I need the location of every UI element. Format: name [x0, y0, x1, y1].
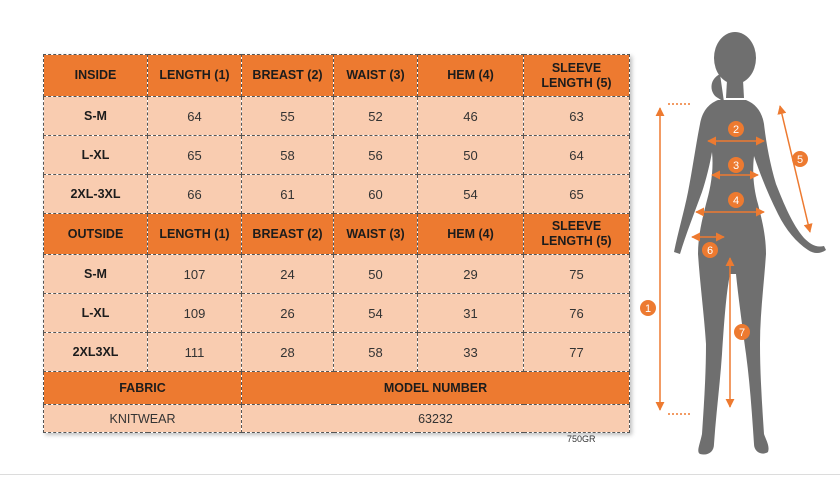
- length-cell: 64: [148, 97, 242, 136]
- fabric-value: KNITWEAR: [44, 405, 242, 433]
- sleeve-cell: 64: [524, 136, 630, 175]
- marker-1: 1: [644, 303, 652, 315]
- sleeve-cell: 75: [524, 255, 630, 294]
- footer-header-row: [44, 372, 630, 405]
- waist-cell: 52: [334, 97, 418, 136]
- table-row: [44, 255, 630, 294]
- size-cell: L-XL: [44, 294, 148, 333]
- outside-header-row: [44, 214, 630, 255]
- body-silhouette: [674, 32, 826, 455]
- divider: [0, 474, 840, 475]
- marker-3: 3: [732, 160, 740, 172]
- length-cell: 109: [148, 294, 242, 333]
- marker-4: 4: [732, 195, 740, 207]
- fabric-header: FABRIC: [44, 372, 242, 405]
- inside-header-row: [44, 55, 630, 97]
- table-row: [44, 175, 630, 214]
- inside-label: INSIDE: [44, 55, 148, 97]
- sleeve-cell: 76: [524, 294, 630, 333]
- sleeve-cell: 65: [524, 175, 630, 214]
- waist-cell: 60: [334, 175, 418, 214]
- size-cell: S-M: [44, 255, 148, 294]
- hem-cell: 31: [418, 294, 524, 333]
- size-chart-table: [43, 54, 630, 433]
- hem-header: HEM (4): [418, 55, 524, 97]
- hem-cell: 50: [418, 136, 524, 175]
- length-header: LENGTH (1): [148, 214, 242, 255]
- breast-cell: 58: [242, 136, 334, 175]
- breast-cell: 61: [242, 175, 334, 214]
- length-cell: 111: [148, 333, 242, 372]
- waist-header: WAIST (3): [334, 55, 418, 97]
- sleeve-header-line2: LENGTH (5): [541, 234, 612, 248]
- outside-label: OUTSIDE: [44, 214, 148, 255]
- length-cell: 65: [148, 136, 242, 175]
- length-cell: 66: [148, 175, 242, 214]
- length-header: LENGTH (1): [148, 55, 242, 97]
- waist-header: WAIST (3): [334, 214, 418, 255]
- product-code: 750GR: [567, 434, 596, 444]
- hem-cell: 46: [418, 97, 524, 136]
- breast-cell: 55: [242, 97, 334, 136]
- size-cell: 2XL3XL: [44, 333, 148, 372]
- waist-cell: 50: [334, 255, 418, 294]
- waist-cell: 56: [334, 136, 418, 175]
- sleeve-length-header: [524, 214, 630, 255]
- length-cell: 107: [148, 255, 242, 294]
- waist-cell: 58: [334, 333, 418, 372]
- marker-5: 5: [796, 154, 804, 166]
- hem-cell: 29: [418, 255, 524, 294]
- breast-header: BREAST (2): [242, 55, 334, 97]
- breast-cell: 28: [242, 333, 334, 372]
- table-row: [44, 294, 630, 333]
- hem-cell: 54: [418, 175, 524, 214]
- table-row: [44, 97, 630, 136]
- model-number-header: MODEL NUMBER: [242, 372, 630, 405]
- size-cell: S-M: [44, 97, 148, 136]
- hem-cell: 33: [418, 333, 524, 372]
- breast-cell: 26: [242, 294, 334, 333]
- sleeve-header-line2: LENGTH (5): [541, 75, 612, 90]
- hem-header: HEM (4): [418, 214, 524, 255]
- breast-cell: 24: [242, 255, 334, 294]
- size-cell: L-XL: [44, 136, 148, 175]
- waist-cell: 54: [334, 294, 418, 333]
- sleeve-cell: 77: [524, 333, 630, 372]
- sleeve-header-line1: SLEEVE: [551, 219, 602, 233]
- sleeve-header-line1: SLEEVE: [551, 60, 602, 75]
- body-measurement-figure: [640, 24, 840, 464]
- model-number-value: 63232: [242, 405, 630, 433]
- size-cell: 2XL-3XL: [44, 175, 148, 214]
- table-row: [44, 333, 630, 372]
- footer-value-row: [44, 405, 630, 433]
- sleeve-length-header: [524, 55, 630, 97]
- marker-2: 2: [732, 124, 740, 136]
- marker-7: 7: [738, 327, 746, 339]
- breast-header: BREAST (2): [242, 214, 334, 255]
- marker-6: 6: [706, 245, 714, 257]
- table-row: [44, 136, 630, 175]
- sleeve-cell: 63: [524, 97, 630, 136]
